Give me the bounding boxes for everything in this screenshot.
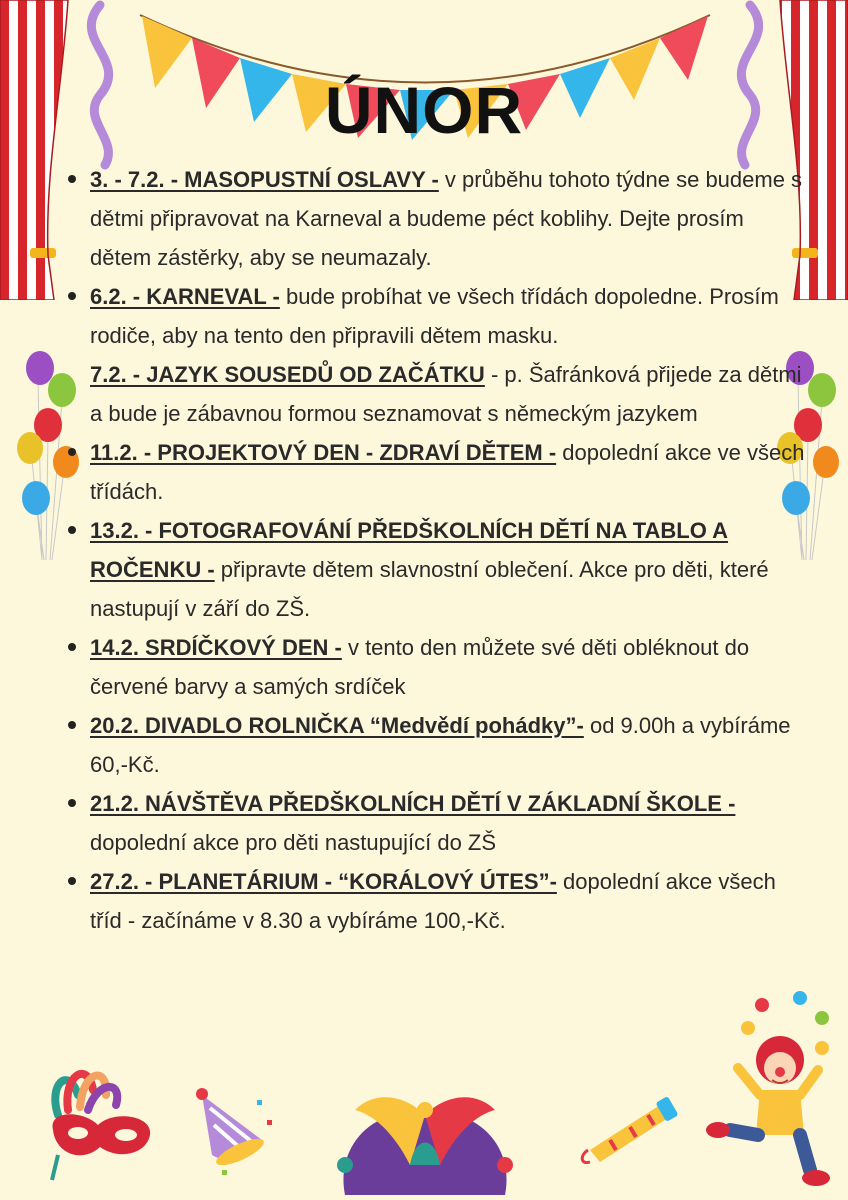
event-heading: 20.2. DIVADLO ROLNIČKA “Medvědí pohádky”- [90, 713, 584, 738]
event-heading: 6.2. - KARNEVAL - [90, 284, 280, 309]
event-heading: 14.2. SRDÍČKOVÝ DEN - [90, 635, 342, 660]
jester-hat-icon [325, 1085, 525, 1200]
event-description: v tento den můžete své děti obléknout do červené barvy a samých srdíček [90, 635, 750, 699]
event-description: dopolední akce pro děti nastupující do ZŠ [90, 830, 497, 855]
event-description: dopolední akce všech tříd - začínáme v 8.30 a vybíráme 100,-Kč. [90, 869, 776, 933]
event-heading: 7.2. - JAZYK SOUSEDŮ OD ZAČÁTKU [90, 362, 485, 387]
list-item [90, 277, 810, 355]
list-item [90, 706, 810, 784]
event-description: v průběhu tohoto týdne se budeme s dětmi připravovat na Karneval a budeme péct koblihy. Dejte prosím dětem zástěrky, aby se neumazaly. [90, 167, 803, 270]
list-item [90, 628, 810, 706]
list-item [90, 511, 810, 628]
page-title: ÚNOR [324, 73, 524, 148]
event-description: dopolední akce ve všech třídách. [90, 440, 805, 504]
event-list [64, 160, 810, 940]
party-hat-icon [192, 1080, 282, 1180]
event-description: bude probíhat ve všech třídách dopoledne. Prosím rodiče, aby na tento den připravili dětem masku. [90, 284, 779, 348]
list-item [90, 784, 810, 862]
event-heading: 11.2. - PROJEKTOVÝ DEN - ZDRAVÍ DĚTEM - [90, 440, 557, 465]
event-description: - p. Šafránková přijede za dětmi a bude je zábavnou formou seznamovat s německým jazykem [90, 362, 802, 426]
list-item [90, 433, 810, 511]
list-item [90, 355, 810, 433]
event-heading: 3. - 7.2. - MASOPUSTNÍ OSLAVY - [90, 167, 439, 192]
event-description: připravte dětem slavnostní oblečení. Akce pro děti, které nastupují v září do ZŠ. [90, 557, 769, 621]
event-heading: 27.2. - PLANETÁRIUM - “KORÁLOVÝ ÚTES”- [90, 869, 557, 894]
clown-icon [700, 990, 840, 1190]
party-horn-icon [580, 1090, 680, 1170]
event-heading: 21.2. NÁVŠTĚVA PŘEDŠKOLNÍCH DĚTÍ V ZÁKLADNÍ ŠKOLE - [90, 791, 736, 816]
list-item [90, 160, 810, 277]
list-item [90, 862, 810, 940]
event-description: od 9.00h a vybíráme 60,-Kč. [90, 713, 791, 777]
carnival-mask-icon [38, 1055, 168, 1185]
event-heading: 13.2. - FOTOGRAFOVÁNÍ PŘEDŠKOLNÍCH DĚTÍ NA TABLO A ROČENKU - [90, 518, 729, 582]
